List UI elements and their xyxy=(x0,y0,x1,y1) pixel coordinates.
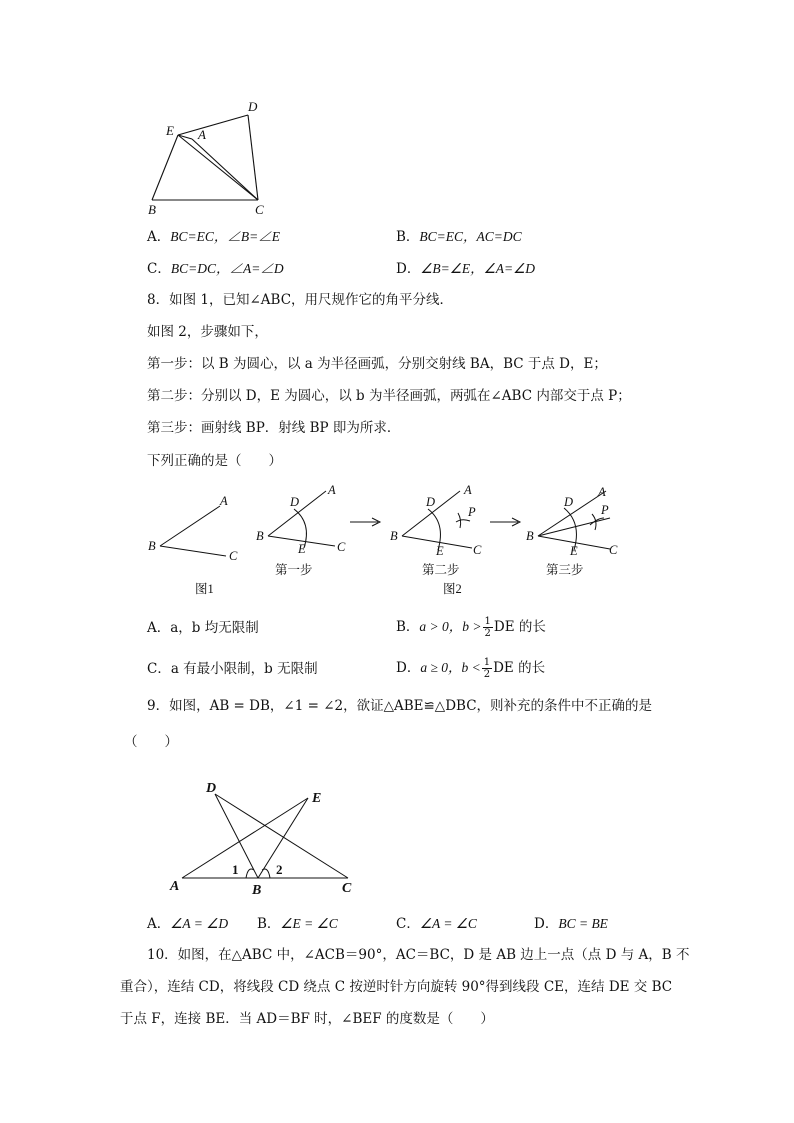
fig1-ray-bc xyxy=(160,546,226,556)
q9-angle-label-2: 2 xyxy=(276,862,283,877)
step2-label-b: B xyxy=(390,529,398,543)
q9-figure xyxy=(160,770,375,900)
step2-arc-p2 xyxy=(456,520,470,522)
q7-label-c: C xyxy=(255,202,264,217)
q9-line-ae xyxy=(182,798,308,878)
q10-stem-line1: 10．如图，在△ABC 中，∠ACB＝90°，AC＝BC，D 是 AB 边上一点（点 D 与 A，B 不 xyxy=(147,947,690,963)
q8-option-b[interactable]: B．a > 0，b > $\frac{1}{2}$ DE 的长 xyxy=(396,616,546,639)
step1-label-c: C xyxy=(337,540,346,554)
q7-label-d: D xyxy=(248,99,258,114)
q9-label-c: C xyxy=(342,881,352,896)
q8-option-c[interactable]: C．a 有最小限制，b 无限制 xyxy=(147,661,318,677)
q9-label-e: E xyxy=(312,791,322,806)
step1-label-e: E xyxy=(298,542,306,556)
q9-option-a[interactable]: A．∠A = ∠D xyxy=(147,916,229,932)
q9-label-a: A xyxy=(170,879,180,894)
q9-angle-arc-1 xyxy=(246,869,254,878)
q9-line-be xyxy=(258,798,308,878)
step3-label-p: P xyxy=(601,503,609,517)
q10-stem-line2: 重合），连结 CD，将线段 CD 绕点 C 按逆时针方向旋转 90°得到线段 CE，连结 DE 交 BC xyxy=(120,979,673,995)
q9-option-c[interactable]: C．∠A = ∠C xyxy=(396,916,477,932)
step1-label-d: D xyxy=(290,495,300,509)
step2-label-d: D xyxy=(426,495,436,509)
q7-line-ac xyxy=(192,139,258,200)
q8-stem-line2: 如图 2，步骤如下， xyxy=(147,324,268,340)
q9-label-b: B xyxy=(252,883,262,898)
q9-stem-line1: 9．如图，AB = DB，∠1 = ∠2，欲证△ABE≌△DBC，则补充的条件中不正确的是 xyxy=(147,698,653,714)
step3-label-c: C xyxy=(609,543,618,557)
q8-option-a[interactable]: A．a，b 均无限制 xyxy=(147,620,259,636)
q8-figure xyxy=(140,478,640,606)
step3-label-b: B xyxy=(526,529,534,543)
caption-fig1: 图1 xyxy=(195,582,214,596)
q8-stem-line6: 下列正确的是（ ） xyxy=(147,453,282,469)
q7-label-a: A xyxy=(198,127,206,142)
step1-label-b: B xyxy=(256,529,264,543)
q9-option-d[interactable]: D．BC = BE xyxy=(534,916,608,932)
step3-label-d: D xyxy=(564,495,574,509)
q7-option-b[interactable]: B．BC=EC，AC=DC xyxy=(396,229,522,245)
q7-option-c[interactable]: C．BC=DC，∠A=∠D xyxy=(147,261,284,277)
fig1-label-c: C xyxy=(229,549,238,563)
fig1-label-a: A xyxy=(220,494,228,508)
step3-label-e: E xyxy=(570,544,578,558)
caption-step3: 第三步 xyxy=(546,563,584,577)
caption-step2: 第二步 xyxy=(422,563,460,577)
q9-stem-line2: （ ） xyxy=(124,734,178,750)
caption-fig2: 图2 xyxy=(443,582,462,596)
step2-label-a: A xyxy=(464,483,472,497)
step2-label-e: E xyxy=(436,544,444,558)
caption-step1: 第一步 xyxy=(275,563,313,577)
step2-label-p: P xyxy=(468,505,476,519)
q7-option-d[interactable]: D．∠B=∠E，∠A=∠D xyxy=(396,261,535,277)
step3-label-a: A xyxy=(598,485,606,499)
q9-option-b[interactable]: B．∠E = ∠C xyxy=(257,916,338,932)
q7-label-b: B xyxy=(148,202,156,217)
fraction-one-half: $\frac{1}{2}$ xyxy=(483,657,491,680)
fig1-label-b: B xyxy=(148,539,156,553)
q8-stem-line4: 第二步：分别以 D，E 为圆心，以 b 为半径画弧，两弧在∠ABC 内部交于点 P； xyxy=(147,388,631,404)
q8-stem-line3: 第一步：以 B 为圆心，以 a 为半径画弧，分别交射线 BA，BC 于点 D，E； xyxy=(147,356,607,372)
fraction-one-half: $\frac{1}{2}$ xyxy=(484,616,491,639)
fig1-ray-ba xyxy=(160,506,220,546)
q7-line-ec xyxy=(178,135,258,200)
step1-label-a: A xyxy=(328,483,336,497)
q7-line-ed xyxy=(178,115,248,135)
q7-option-a[interactable]: A．BC=EC，∠B=∠E xyxy=(147,229,280,245)
q7-line-be xyxy=(152,135,178,200)
q7-figure xyxy=(140,95,280,220)
q8-option-d[interactable]: D．a ≥ 0，b < $\frac{1}{2}$ DE 的长 xyxy=(396,657,546,680)
q7-line-dc xyxy=(248,115,258,200)
q8-stem-line5: 第三步：画射线 BP．射线 BP 即为所求． xyxy=(147,420,401,436)
q9-label-d: D xyxy=(206,781,217,796)
step2-label-c: C xyxy=(473,543,482,557)
q8-stem-line1: 8．如图 1，已知∠ABC，用尺规作它的角平分线． xyxy=(147,292,454,308)
q7-label-e: E xyxy=(166,123,174,138)
q10-stem-line3: 于点 F，连接 BE．当 AD＝BF 时，∠BEF 的度数是（ ） xyxy=(120,1011,494,1027)
q9-angle-label-1: 1 xyxy=(232,862,239,877)
